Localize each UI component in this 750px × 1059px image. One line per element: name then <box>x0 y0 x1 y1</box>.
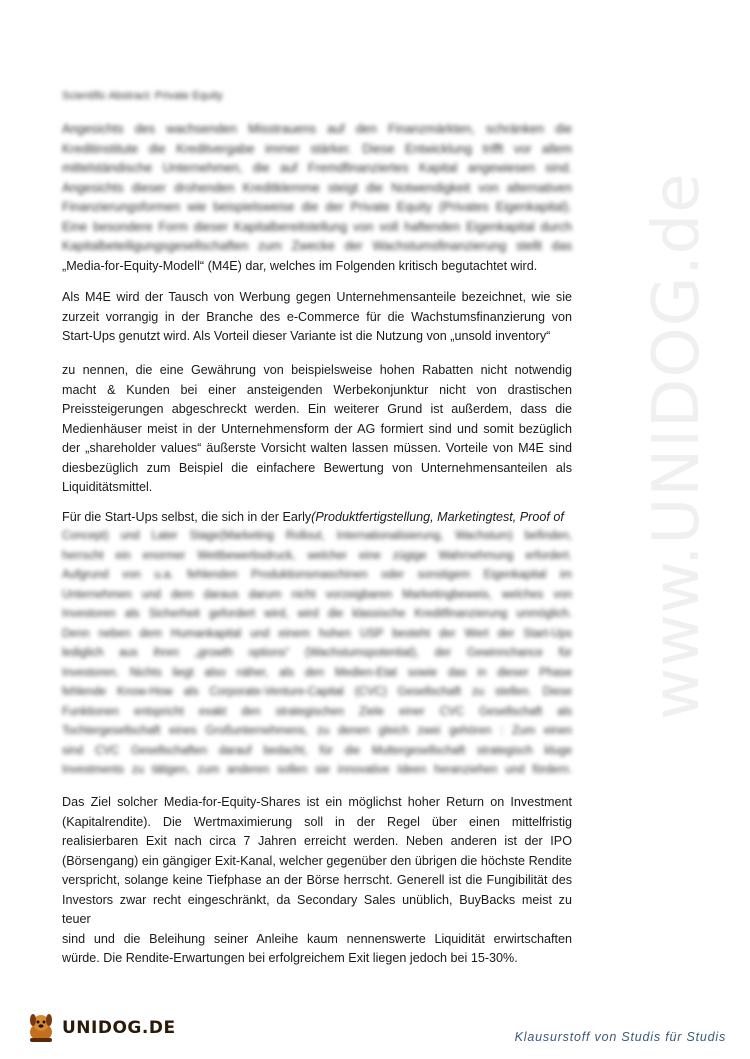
text-line: sind und die Beleihung seiner Anleihe kaum nennenswerte Liquidität erwirtschaften <box>62 931 572 946</box>
footer-tagline: Klausurstoff von Studis für Studis <box>514 1030 726 1044</box>
text-line: Investors zwar recht eingeschränkt, da Secondary Sales unüblich, BuyBacks meist zu teuer <box>62 892 572 926</box>
text-line <box>62 508 572 528</box>
text-line: (Börsengang) ein gängiger Exit-Kanal, welcher gegenüber den übrigen die höchste Rendite <box>62 853 572 868</box>
text-line: herrscht ein enormer Wettbewerbsdruck, welcher eine zügige Wahrnehmung erfordert. <box>62 549 572 562</box>
text-line: Kapitalbeteiligungsgesellschaften zum Zwecke der Wachstumsfinanzierung stellt das <box>62 239 572 253</box>
text-line: Tochtergesellschaft eines Großunternehmens, zu denen gleich zwei gehören : Zum einen <box>62 725 572 737</box>
text-line: macht & Kunden bei einer ansteigenden Werbekonjunktur nicht von drastischen <box>62 382 572 397</box>
text-line: Angesichts dieser drohenden Kreditklemme steigt die Notwendigkeit von alternativen <box>62 180 572 195</box>
dog-mascot-icon <box>24 1012 58 1044</box>
text-line: Aufgrund von u.a. fehlenden Produktionsmaschinen oder sonstigem Eigenkapital im <box>62 569 572 581</box>
paragraph-2 <box>62 288 572 347</box>
paragraph-5 <box>62 793 572 969</box>
text-line: Das Ziel solcher Media-for-Equity-Shares ist ein möglichst hoher Return on Investment <box>62 795 572 809</box>
text-line: Unternehmen und dem daraus darum nicht vorzeigbaren Marketingbeweis, welches von <box>62 588 572 601</box>
text-line: verspricht, solange keine Tiefphase an der Börse herrscht. Generell ist die Fungibilität des <box>62 873 572 887</box>
text-line: diesbezüglich zum Beispiel die einfachere Bewertung von Unternehmensanteilen als <box>62 460 572 475</box>
text-line: realisierbaren Exit nach circa 7 Jahren erreicht werden. Neben anderen ist der IPO <box>62 834 572 848</box>
text-italic: (Produktfertigstellung, Marketingtest, Proof of <box>311 510 564 524</box>
text-line: der „shareholder values“ äußerste Vorsicht walten lassen müssen. Vorteile von M4E sind <box>62 441 572 455</box>
text-line: Investments zu tätigen, zum anderen sollen sie innovative Ideen heranziehen und fördern. <box>62 764 572 776</box>
text-line: Kreditinstitute die Kreditvergabe immer stärker. Diese Entwicklung trifft vor allem <box>62 141 572 156</box>
watermark: www.UNIDOG.de <box>640 172 714 720</box>
paragraph-3 <box>62 361 572 498</box>
unidog-logo <box>24 1012 176 1044</box>
text-line: Liquiditätsmittel. <box>62 480 153 494</box>
paragraph-1-blurred <box>62 120 572 257</box>
text-line: mittelständische Unternehmen, die auf Fremdfinanziertes Kapital angewiesen sind. <box>62 161 572 175</box>
text-line: Investoren als Sicherheit gefordert wird, wird die klassische Kreditfinanzierung unmöglich. <box>62 608 572 620</box>
text-line: würde. Die Rendite-Erwartungen bei erfolgreichem Exit liegen jedoch bei 15-30%. <box>62 951 518 965</box>
text-line: Start-Ups genutzt wird. Als Vorteil dieser Variante ist die Nutzung von „unsold inventory“ <box>62 329 551 343</box>
text-line: sind CVC Gesellschaften darauf bedacht, für die Muttergesellschaft strategisch kluge <box>62 744 572 757</box>
text-line: Finanzierungsformen wie beispielsweise die der Private Equity (Privates Eigenkapital). <box>62 200 572 214</box>
doc-heading: Scientific Abstract: Private Equity <box>62 90 223 102</box>
text-line: zurzeit vorrangig in der Branche des e-Commerce für die Wachstumsfinanzierung von <box>62 309 572 324</box>
text-plain: Für die Start-Ups selbst, die sich in der Early <box>62 510 312 524</box>
text-line: Medienhäuser meist in der Unternehmensform der AG formiert sind und somit bezüglich <box>62 421 572 436</box>
paragraph-4-first-line <box>62 508 572 528</box>
text-line: Als M4E wird der Tausch von Werbung gegen Unternehmensanteile bezeichnet, wie sie <box>62 290 572 304</box>
logo-text: UNIDOG.DE <box>62 1018 176 1038</box>
text-line: Funktionen entspricht exakt den strategischen Ziele einer CVC Gesellschaft als <box>62 705 572 718</box>
text-line: fehlende Know-How als Corporate-Venture-Capital (CVC) Gesellschaft zu stellen. Diese <box>62 686 572 698</box>
paragraph-4-blurred <box>62 527 572 781</box>
text-line: Angesichts des wachsenden Misstrauens auf den Finanzmärkten, schränken die <box>62 122 572 136</box>
text-line: zu nennen, die eine Gewährung von beispielsweise hohen Rabatten nicht notwendig <box>62 363 572 377</box>
text-line: Concept) und Later Stage(Marketing Rollout, Internationalisierung, Wachstum) befinden, <box>62 530 572 542</box>
text-line: Denn neben dem Humankapital und einem hohen USP besteht der Wert der Start-Ups <box>62 627 572 640</box>
paragraph-1-last-line <box>62 257 572 277</box>
text-line: Investoren. Nichts liegt also näher, als den Medien-Etat sowie das in dieser Phase <box>62 666 572 679</box>
text-line: Preissteigerungen abgeschreckt werden. Ein weiterer Grund ist außerdem, dass die <box>62 402 572 416</box>
text-line: lediglich aus ihren „growth options“ (Wachstumspotential), der Gewinnchance für <box>62 647 572 659</box>
text-line: Eine besondere Form dieser Kapitalbereitstellung von voll haftenden Eigenkapital durch <box>62 219 572 234</box>
text-line: „Media-for-Equity-Modell“ (M4E) dar, welches im Folgenden kritisch begutachtet wird. <box>62 259 538 273</box>
text-line: (Kapitalrendite). Die Wertmaximierung soll in der Regel über einen mittelfristig <box>62 814 572 829</box>
